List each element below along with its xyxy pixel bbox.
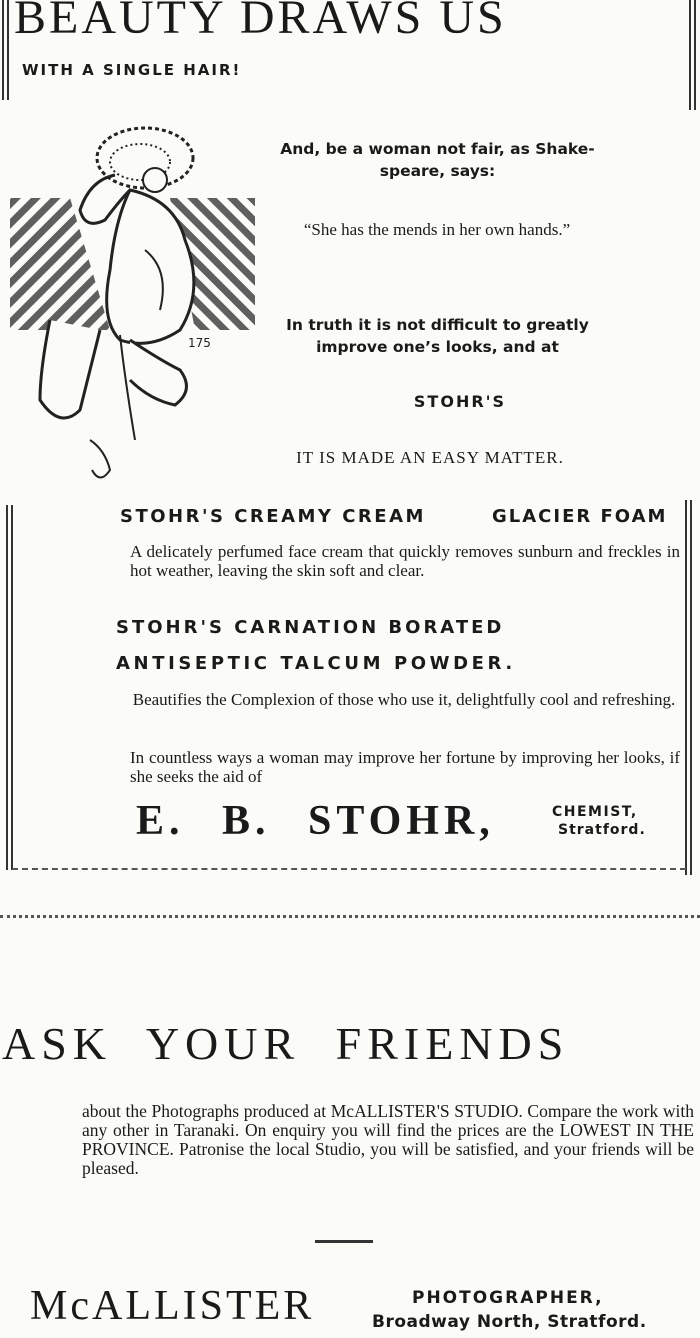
headline: BEAUTY DRAWS US xyxy=(14,0,507,44)
left-border-rule xyxy=(2,0,4,100)
product2-line1: STOHR'S CARNATION BORATED xyxy=(116,617,505,638)
left-border-rule xyxy=(7,0,9,100)
illustration-number: 175 xyxy=(188,336,211,350)
studio-body-text: about the Photographs produced at McALLISTER'S STUDIO. Compare the work with any other in Taranaki. On enquiry you will find the prices are the LOWEST IN THE PROVINCE. Patronise the local Studio, you will be satisfied, and your friends will be pleased. xyxy=(82,1101,694,1178)
right-border-rule xyxy=(689,0,691,110)
signature-role: CHEMIST, xyxy=(552,804,638,820)
left-border-rule xyxy=(6,505,8,870)
column-separator xyxy=(0,915,700,918)
studio-role: PHOTOGRAPHER, xyxy=(412,1288,604,1308)
short-divider xyxy=(315,1240,373,1243)
subhead: WITH A SINGLE HAIR! xyxy=(22,61,242,79)
signature: E. B. STOHR, xyxy=(136,798,495,844)
product2-line2: ANTISEPTIC TALCUM POWDER. xyxy=(116,653,516,674)
signature-town: Stratford. xyxy=(558,822,646,838)
studio-address: Broadway North, Stratford. xyxy=(372,1312,647,1332)
store-name: STOHR'S xyxy=(413,392,507,411)
product1-name-b: GLACIER FOAM xyxy=(492,506,668,527)
studio-name: McALLISTER xyxy=(30,1283,315,1329)
truth-text: In truth it is not difficult to greatly improve one’s looks, and at xyxy=(286,316,589,356)
bottom-border-rule xyxy=(12,868,686,870)
product2-description: Beautifies the Complexion of those who use it, delightfully cool and refreshing. xyxy=(132,690,676,709)
product1-description: A delicately perfumed face cream that quickly removes sunburn and freckles in hot weather, leaving the skin soft and clear. xyxy=(130,542,680,580)
shakespeare-quote: “She has the mends in her own hands.” xyxy=(303,220,571,239)
right-border-rule xyxy=(694,0,696,110)
closing-text: In countless ways a woman may improve her fortune by improving her looks, if she seeks the aid of xyxy=(130,748,680,786)
lady-with-parasol-illustration xyxy=(10,120,260,500)
right-border-rule xyxy=(690,500,692,875)
easy-matter: IT IS MADE AN EASY MATTER. xyxy=(296,448,564,467)
product1-name: STOHR'S CREAMY CREAM xyxy=(120,506,426,527)
right-border-rule xyxy=(685,500,687,875)
intro-text: And, be a woman not fair, as Shake-speare, says: xyxy=(280,140,595,180)
left-border-rule xyxy=(11,505,13,870)
headline: ASK YOUR FRIENDS xyxy=(2,1018,570,1069)
